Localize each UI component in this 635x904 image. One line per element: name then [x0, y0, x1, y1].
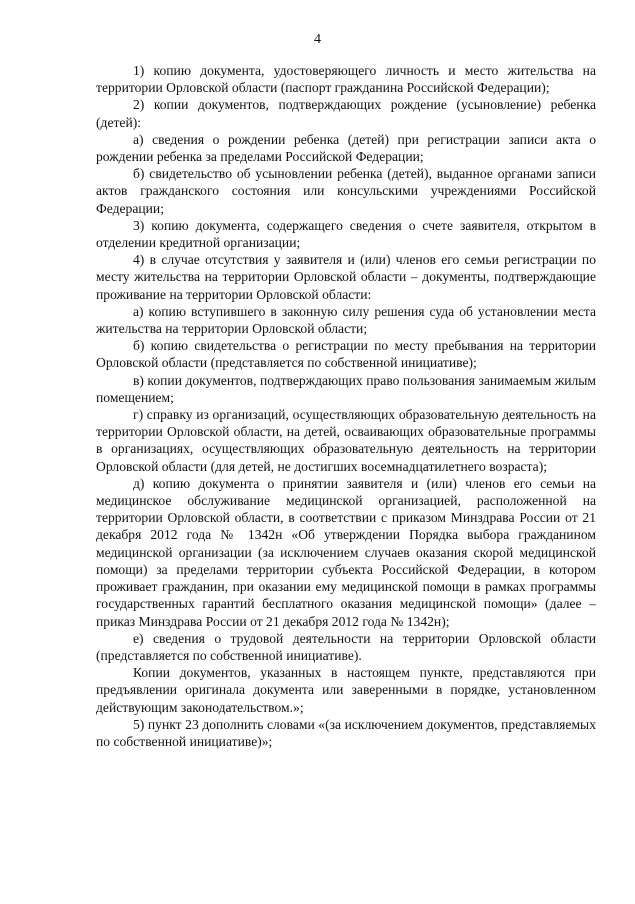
paragraph-item-2a-birth-info: а) сведения о рождении ребенка (детей) при регистрации записи акта о рождении ребенка за пределами Российской Федерации; — [96, 131, 596, 165]
paragraph-item-4g-education-certificate: г) справку из организаций, осуществляющих образовательную деятельность на территории Орловской области, на детей, осваивающих образовательные программы в организациях, осуществляющих образовательную деятельность на территории Орловской области (для детей, не достигших восемнадцатилетнего возраста); — [96, 407, 596, 474]
document-body — [96, 62, 596, 750]
page-number: 4 — [314, 32, 321, 47]
paragraph-item-4v-housing-rights: в) копии документов, подтверждающих право пользования занимаемым жилым помещением; — [96, 372, 596, 405]
paragraph-item-2-birth-documents: 2) копии документов, подтверждающих рождение (усыновление) ребенка (детей): — [96, 97, 596, 130]
paragraph-item-4e-employment-info: е) сведения о трудовой деятельности на территории Орловской области (представляется по собственной инициативе). — [96, 630, 596, 663]
paragraph-item-2b-adoption-certificate: б) свидетельство об усыновлении ребенка (детей), выданное органами записи актов гражданского состояния или консульскими учреждениями Российской Федерации; — [96, 166, 596, 216]
paragraph-item-4-residence-documents: 4) в случае отсутствия у заявителя и (или) членов его семьи регистрации по месту жительства на территории Орловской области – документы, подтверждающие проживание на территории Орловской области: — [96, 252, 596, 302]
paragraph-item-4b-stay-registration: б) копию свидетельства о регистрации по месту пребывания на территории Орловской области (представляется по собственной инициативе); — [96, 338, 596, 371]
paragraph-copies-note: Копии документов, указанных в настоящем пункте, представляются при предъявлении оригинала документа или заверенными в порядке, установленном действующим законодательством.»; — [96, 665, 596, 715]
paragraph-item-3-bank-account: 3) копию документа, содержащего сведения о счете заявителя, открытом в отделении кредитной организации; — [96, 217, 596, 251]
paragraph-item-5-clause-23: 5) пункт 23 дополнить словами «(за исключением документов, представляемых по собственной инициативе)»; — [96, 716, 596, 749]
paragraph-item-4a-court-decision: а) копию вступившего в законную силу решения суда об установлении места жительства на территории Орловской области; — [96, 303, 596, 337]
paragraph-item-1-passport: 1) копию документа, удостоверяющего личность и место жительства на территории Орловской области (паспорт гражданина Российской Федерации); — [96, 63, 596, 96]
paragraph-item-4d-medical-service: д) копию документа о принятии заявителя и (или) членов его семьи на медицинское обслуживание медицинской организацией, расположенной на территории Орловской области, в соответствии с приказом Минздрава России от 21 декабря 2012 года № 1342н «Об утверждении Порядка выбора гражданином медицинской организации (за исключением случаев оказания скорой медицинской помощи) за пределами территории субъекта Российской Федерации, в котором проживает гражданин, при оказании ему медицинской помощи в рамках программы государственных гарантий бесплатного оказания медицинской помощи» (далее – приказ Минздрава России от 21 декабря 2012 года № 1342н); — [96, 475, 596, 629]
